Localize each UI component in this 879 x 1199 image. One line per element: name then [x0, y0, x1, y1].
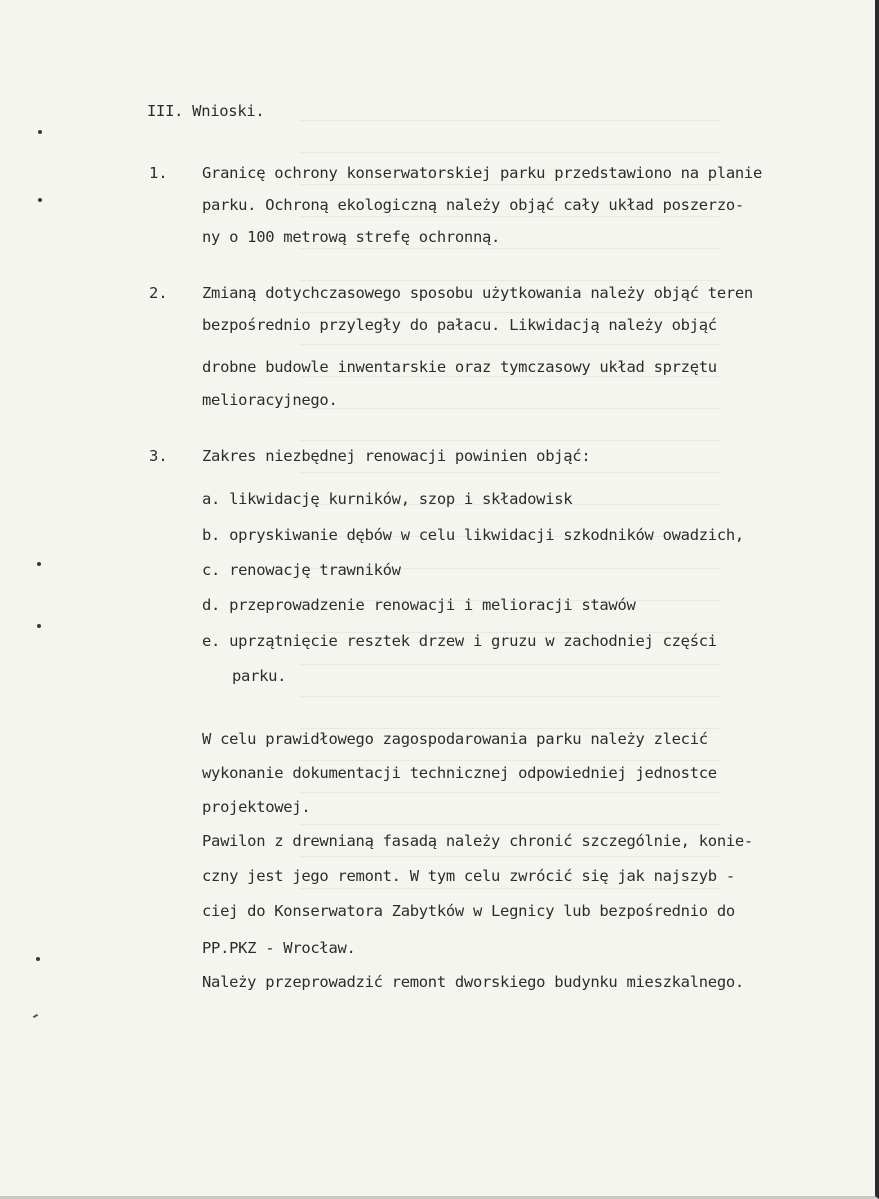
paragraph-line: PP.PKZ - Wrocław.: [202, 939, 356, 957]
paragraph-line: Należy przeprowadzić remont dworskiego budynku mieszkalnego.: [202, 973, 744, 991]
item-line: melioracyjnego.: [202, 391, 338, 409]
item-line: Zakres niezbędnej renowacji powinien objąć:: [202, 447, 591, 465]
item-line: drobne budowle inwentarskie oraz tymczasowy układ sprzętu: [202, 358, 717, 376]
margin-dot: [36, 957, 40, 961]
paragraph-line: W celu prawidłowego zagospodarowania parku należy zlecić: [202, 730, 708, 748]
subitem-line: b. opryskiwanie dębów w celu likwidacji szkodników owadzich,: [202, 526, 744, 544]
margin-dot: [37, 624, 41, 628]
item-number: 1.: [149, 164, 168, 182]
margin-dot: [38, 130, 42, 134]
item-line: bezpośrednio przyległy do pałacu. Likwidacją należy objąć: [202, 316, 717, 334]
margin-dot: [37, 562, 41, 566]
section-heading: III. Wnioski.: [147, 102, 265, 120]
item-line: Zmianą dotychczasowego sposobu użytkowania należy objąć teren: [202, 284, 753, 302]
subitem-line: c. renowację trawników: [202, 561, 401, 579]
item-number: 2.: [149, 284, 168, 302]
item-line: Granicę ochrony konserwatorskiej parku przedstawiono na planie: [202, 164, 762, 182]
item-line: ny o 100 metrową strefę ochronną.: [202, 228, 501, 246]
subitem-line: e. uprzątnięcie resztek drzew i gruzu w zachodniej części: [202, 632, 717, 650]
paragraph-line: ciej do Konserwatora Zabytków w Legnicy lub bezpośrednio do: [202, 902, 735, 920]
margin-tick: [33, 1014, 38, 1018]
subitem-line: a. likwidację kurników, szop i składowisk: [202, 490, 573, 508]
paragraph-line: projektowej.: [202, 798, 311, 816]
paragraph-line: czny jest jego remont. W tym celu zwrócić się jak najszyb -: [202, 867, 735, 885]
paragraph-line: wykonanie dokumentacji technicznej odpowiedniej jednostce: [202, 764, 717, 782]
item-number: 3.: [149, 447, 168, 465]
item-line: parku. Ochroną ekologiczną należy objąć cały układ poszerzo-: [202, 196, 744, 214]
margin-dot: [38, 198, 42, 202]
subitem-line: d. przeprowadzenie renowacji i melioracji stawów: [202, 596, 636, 614]
paragraph-line: Pawilon z drewnianą fasadą należy chronić szczególnie, konie-: [202, 832, 753, 850]
subitem-line: parku.: [232, 667, 287, 685]
